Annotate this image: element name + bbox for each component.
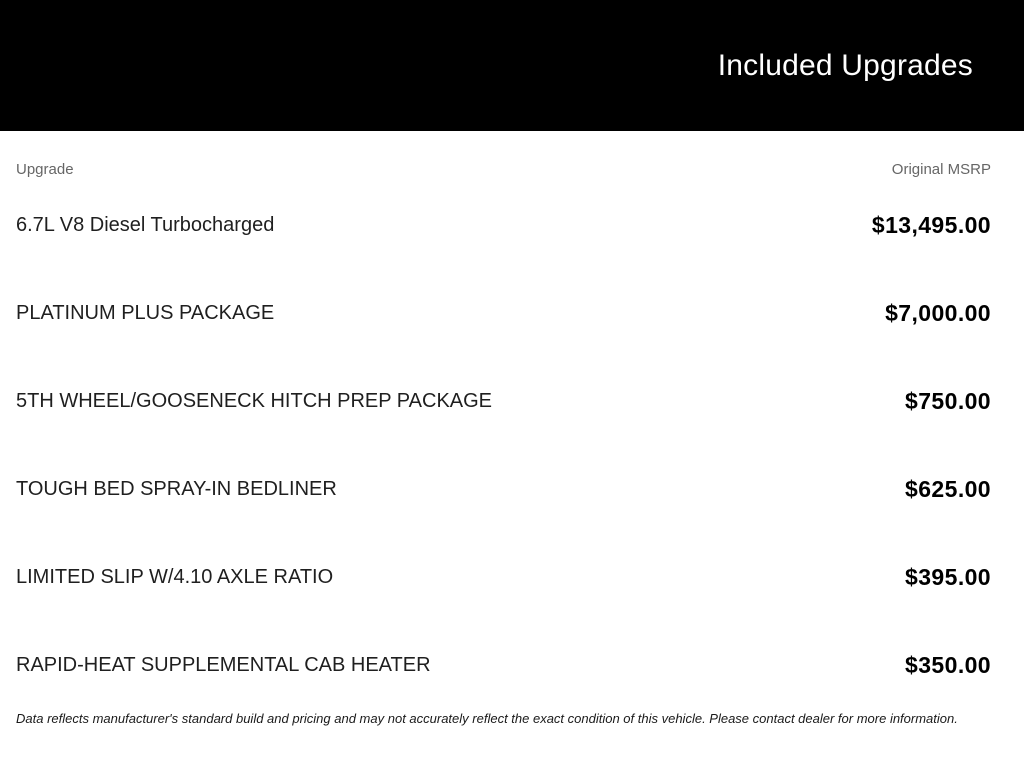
upgrade-name: 6.7L V8 Diesel Turbocharged [16,214,275,236]
disclaimer-text: Data reflects manufacturer's standard build and pricing and may not accurately reflect the exact condition of this vehicle. Please contact dealer for more information. [16,711,958,726]
upgrade-msrp: $750.00 [905,388,991,414]
upgrade-name: RAPID-HEAT SUPPLEMENTAL CAB HEATER [16,654,431,676]
upgrade-msrp: $7,000.00 [885,300,991,326]
upgrade-msrp: $350.00 [905,652,991,678]
table-row [16,179,991,267]
upgrade-msrp: $13,495.00 [871,212,991,238]
upgrade-msrp: $625.00 [905,476,991,502]
column-header-upgrade: Upgrade [16,161,74,178]
upgrade-msrp: $395.00 [905,564,991,590]
upgrade-name: LIMITED SLIP W/4.10 AXLE RATIO [16,566,334,588]
page-header-banner [0,0,1024,131]
table-row [16,619,991,707]
column-header-original-msrp: Original MSRP [891,161,991,178]
upgrade-name: TOUGH BED SPRAY-IN BEDLINER [16,478,337,500]
upgrade-name: 5TH WHEEL/GOOSENECK HITCH PREP PACKAGE [16,390,493,412]
upgrades-table [0,131,1024,726]
page-title: Included Upgrades [717,48,973,82]
table-header-row [16,131,991,179]
table-row [16,355,991,443]
table-row [16,531,991,619]
table-row [16,267,991,355]
table-row [16,443,991,531]
upgrade-name: PLATINUM PLUS PACKAGE [16,302,275,324]
